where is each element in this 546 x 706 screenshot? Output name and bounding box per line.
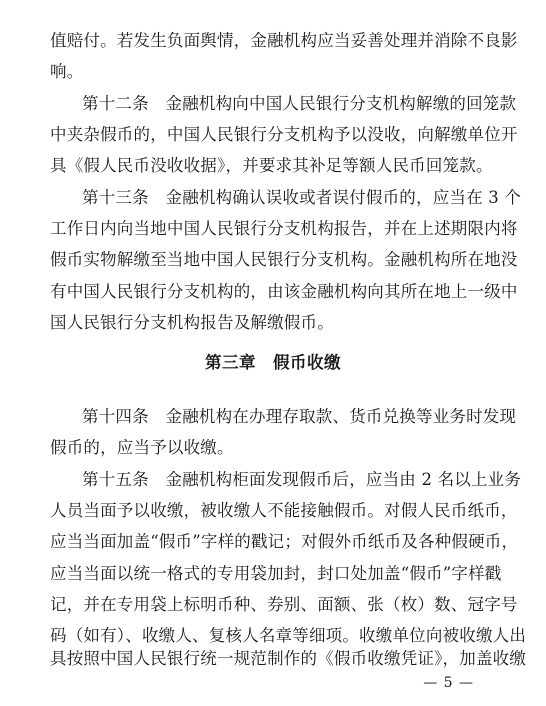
article-13-line: 第十三条 金融机构确认误收或者误付假币的，应当在 3 个 <box>82 188 522 207</box>
article-15-line: 码（如有）、收缴人、复核人名章等细项。收缴单位向被收缴人出 <box>50 626 527 645</box>
article-13-line: 有中国人民银行分支机构的，由该金融机构向其所在地上一级中 <box>50 282 518 301</box>
paragraph-line: 值赔付。若发生负面舆情，金融机构应当妥善处理并消除不良影 <box>50 31 518 50</box>
page-number: — 5 — <box>423 675 474 691</box>
article-12-line: 具《假人民币没收收据》，并要求其补足等额人民币回笼款。 <box>50 156 493 175</box>
article-15-line: 第十五条 金融机构柜面发现假币后，应当由 2 名以上业务 <box>82 470 522 489</box>
article-12-line: 中夹杂假币的，中国人民银行分支机构予以没收，向解缴单位开 <box>50 125 518 144</box>
article-13-line: 工作日内向当地中国人民银行分支机构报告，并在上述期限内将 <box>50 219 518 238</box>
article-13-line: 假币实物解缴至当地中国人民银行分支机构。金融机构所在地没 <box>50 250 518 269</box>
article-13-line: 国人民银行分支机构报告及解缴假币。 <box>50 313 334 332</box>
article-15-line: 记，并在专用袋上标明币种、券别、面额、张（枚）数、冠字号 <box>50 595 518 614</box>
article-12-line: 第十二条 金融机构向中国人民银行分支机构解缴的回笼款 <box>82 94 517 113</box>
paragraph-line: 响。 <box>50 62 84 81</box>
article-15-line: 应当当面加盖“假币”字样的戳记；对假外币纸币及各种假硬币， <box>50 532 519 551</box>
chapter-heading: 第三章 假币收缴 <box>205 353 341 372</box>
article-15-line: 应当当面以统一格式的专用袋加封，封口处加盖“假币”字样戳 <box>50 564 502 583</box>
article-15-line: 具按照中国人民银行统一规范制作的《假币收缴凭证》，加盖收缴 <box>50 649 527 668</box>
article-14-line: 第十四条 金融机构在办理存取款、货币兑换等业务时发现 <box>82 407 517 426</box>
article-14-line: 假币的，应当予以收缴。 <box>50 438 234 457</box>
article-15-line: 人员当面予以收缴，被收缴人不能接触假币。对假人民币纸币， <box>50 501 518 520</box>
